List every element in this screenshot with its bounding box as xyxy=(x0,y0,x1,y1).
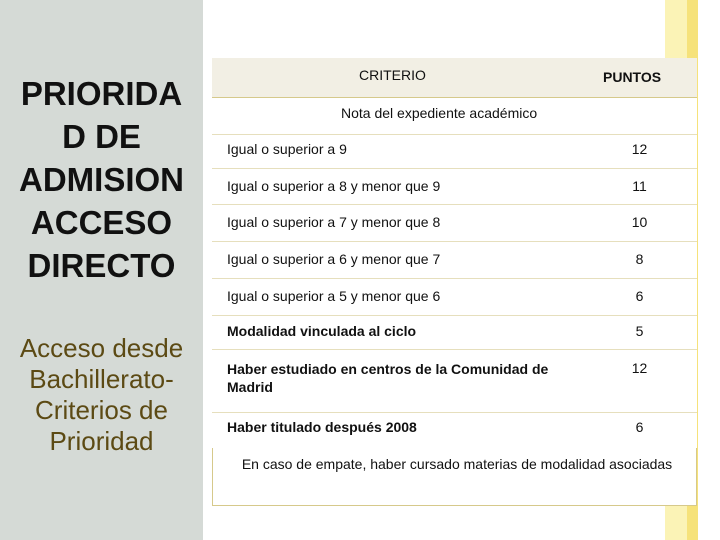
row-criterio: Igual o superior a 9 xyxy=(227,141,347,157)
row-puntos: 6 xyxy=(635,288,644,304)
slide-title-line: D DE xyxy=(62,118,141,155)
row-puntos: 12 xyxy=(631,360,648,376)
slide-title-line: DIRECTO xyxy=(27,247,176,284)
slide-title-line: ACCESO xyxy=(30,204,173,241)
section-label: Nota del expediente académico xyxy=(341,105,538,121)
row-criterio: Haber estudiado en centros de la Comunidad de Madrid xyxy=(227,361,549,395)
row-puntos: 6 xyxy=(635,419,644,435)
slide-title xyxy=(0,72,203,287)
row-criterio: Modalidad vinculada al ciclo xyxy=(227,323,417,339)
row-criterio: Haber titulado después 2008 xyxy=(227,419,417,435)
slide-subtitle xyxy=(0,333,203,457)
row-puntos: 10 xyxy=(631,214,648,230)
row-puntos: 11 xyxy=(632,178,647,194)
slide-subtitle-line: Criterios de xyxy=(35,395,168,425)
row-puntos: 8 xyxy=(635,251,644,267)
row-criterio: Igual o superior a 7 y menor que 8 xyxy=(227,214,441,230)
column-header-criterio: CRITERIO xyxy=(359,67,426,83)
row-criterio: Igual o superior a 6 y menor que 7 xyxy=(227,251,441,267)
row-criterio: Igual o superior a 5 y menor que 6 xyxy=(227,288,441,304)
slide-title-line: PRIORIDA xyxy=(20,75,183,112)
row-criterio: Igual o superior a 8 y menor que 9 xyxy=(227,178,441,194)
slide-subtitle-line: Acceso desde xyxy=(19,333,184,363)
slide-subtitle-line: Prioridad xyxy=(49,426,154,456)
row-puntos: 12 xyxy=(631,141,648,157)
slide-subtitle-line: Bachillerato- xyxy=(29,364,174,394)
accent-stripe-white xyxy=(698,0,720,540)
row-puntos: 5 xyxy=(635,323,644,339)
column-header-puntos: PUNTOS xyxy=(603,69,662,85)
tiebreak-note: En caso de empate, haber cursado materias de modalidad asociadas xyxy=(241,456,673,472)
slide-title-line: ADMISION xyxy=(19,161,184,198)
